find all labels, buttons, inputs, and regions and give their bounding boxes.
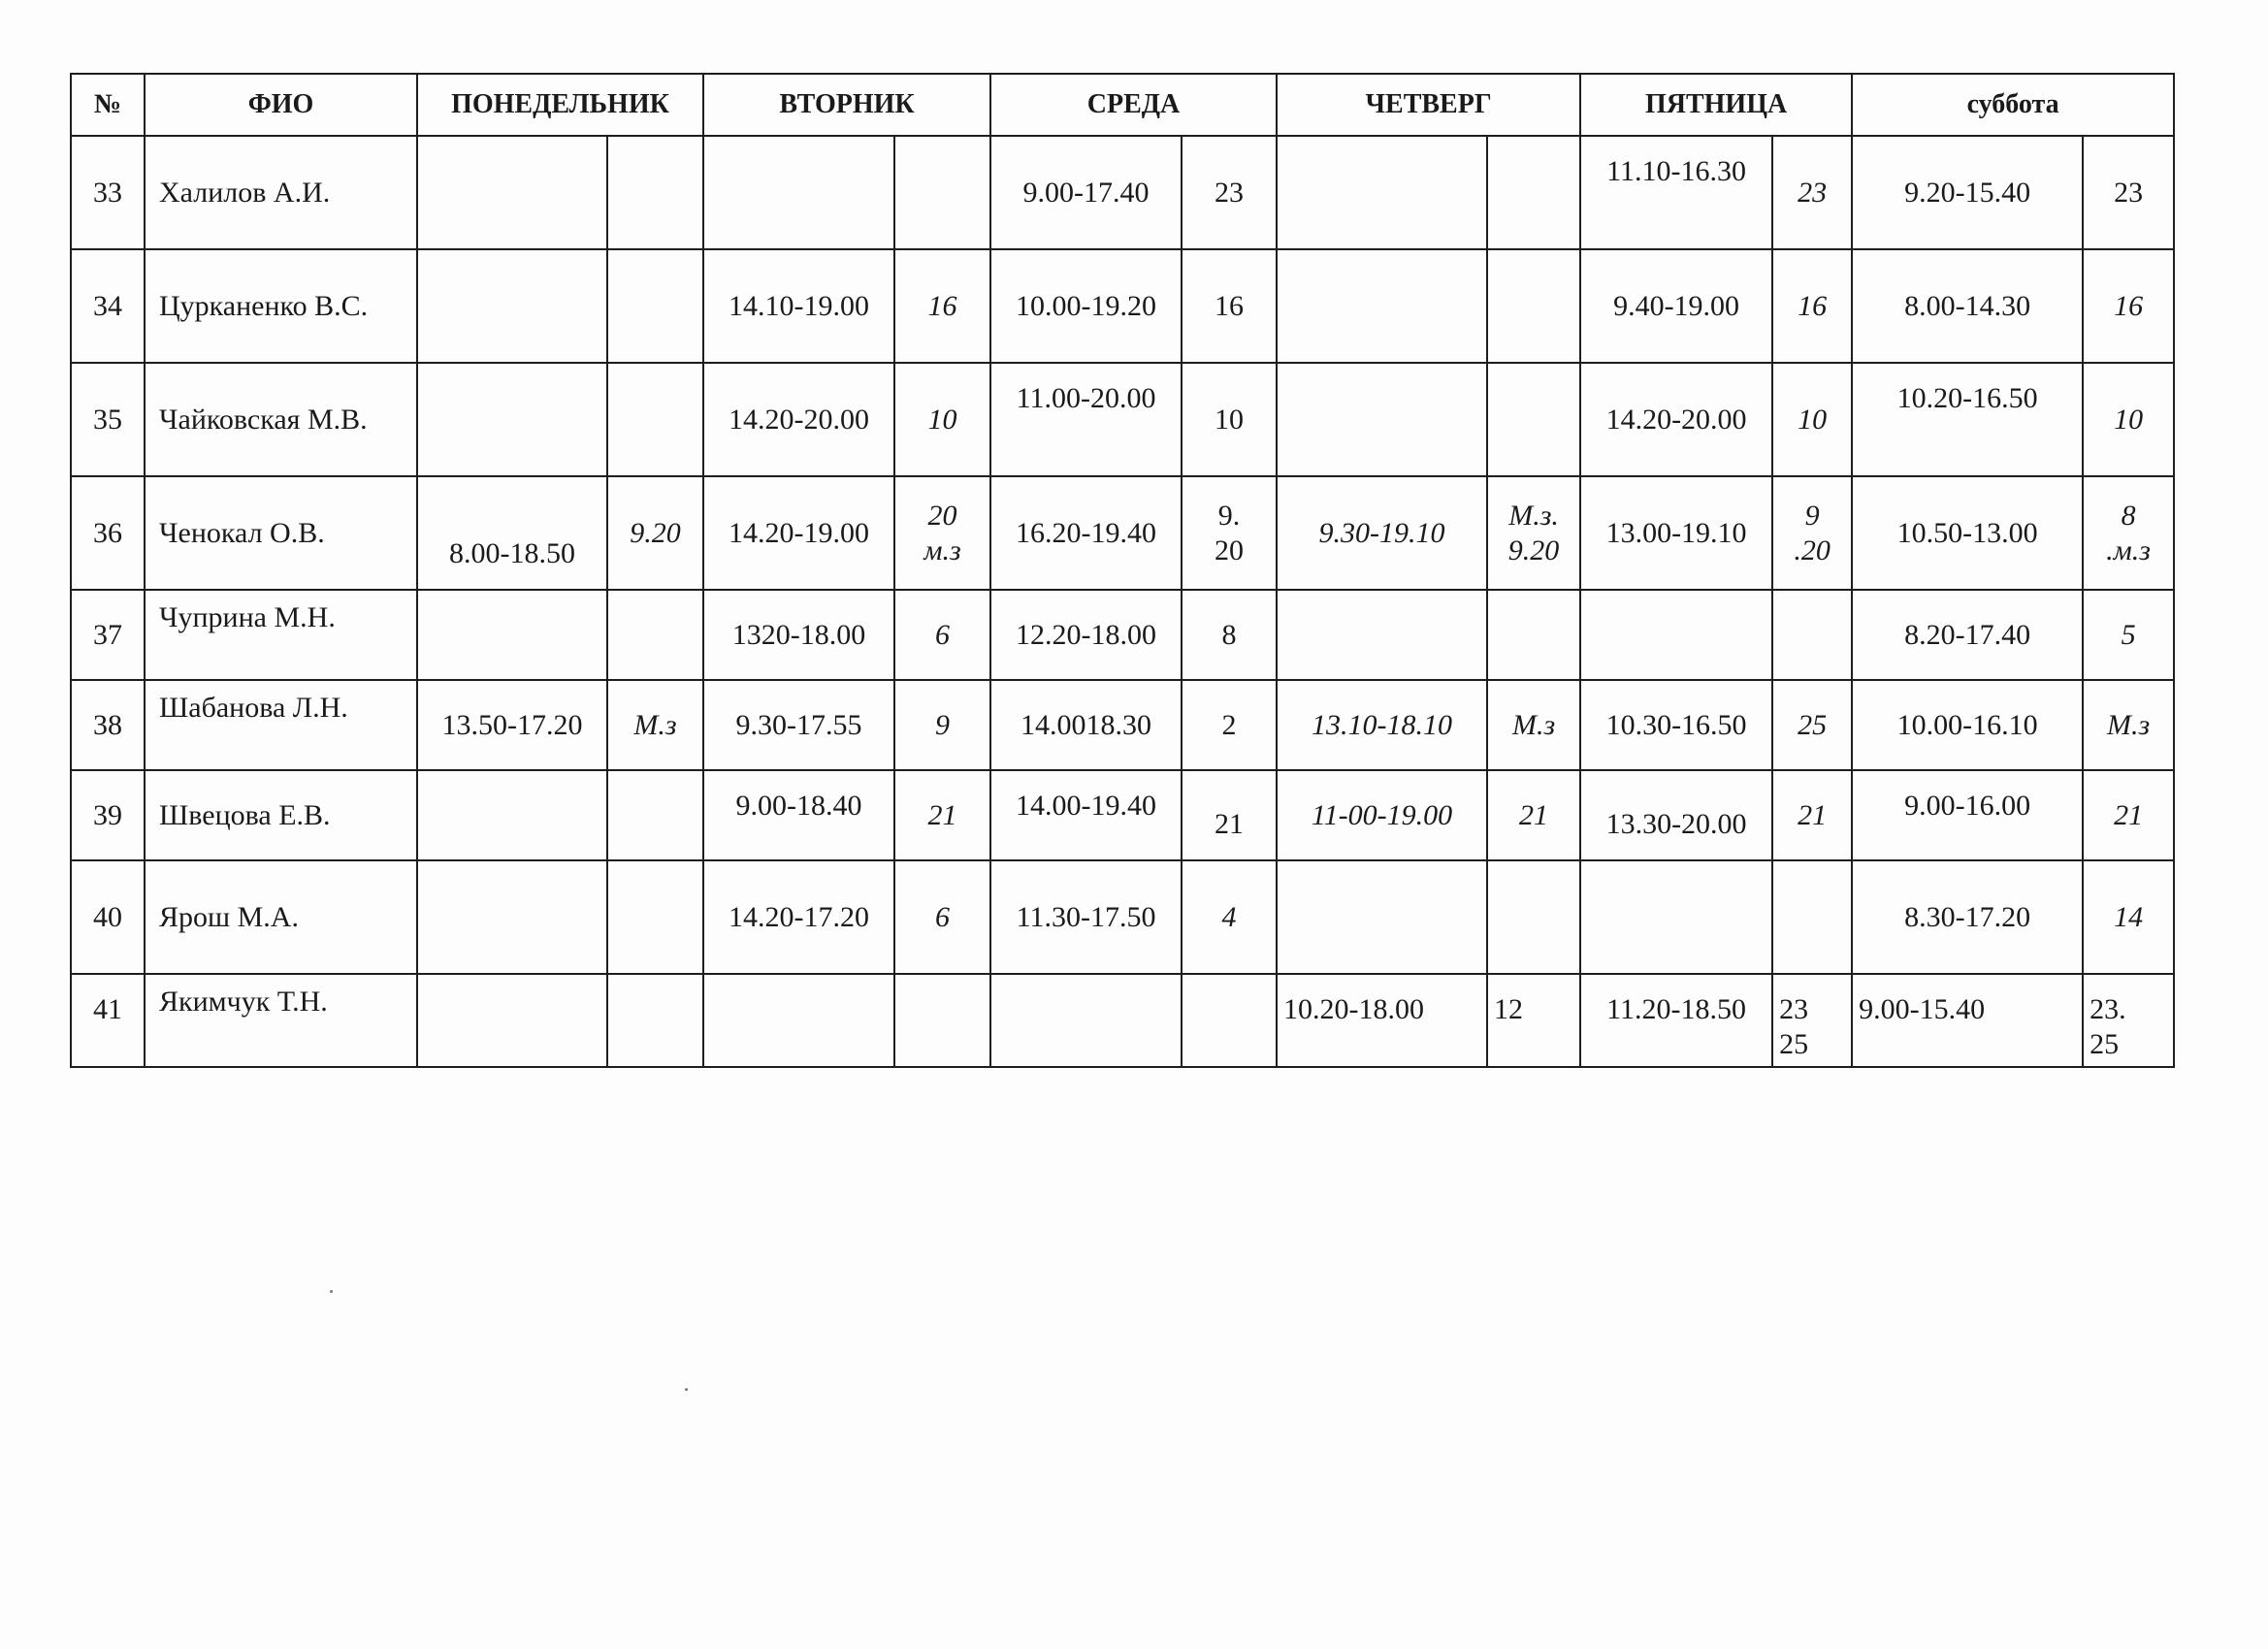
tuesday-room: 16 <box>894 249 990 363</box>
saturday-time: 10.00-16.10 <box>1852 680 2083 770</box>
monday-room <box>607 860 703 974</box>
wednesday-time: 10.00-19.20 <box>990 249 1182 363</box>
friday-time: 10.30-16.50 <box>1580 680 1772 770</box>
tuesday-time <box>703 974 894 1067</box>
monday-time <box>417 974 607 1067</box>
thursday-room <box>1487 363 1580 476</box>
tuesday-room: 6 <box>894 590 990 680</box>
saturday-time: 8.30-17.20 <box>1852 860 2083 974</box>
saturday-room: 5 <box>2083 590 2174 680</box>
monday-room <box>607 249 703 363</box>
wednesday-time: 11.30-17.50 <box>990 860 1182 974</box>
tuesday-time: 14.20-20.00 <box>703 363 894 476</box>
saturday-time: 9.00-16.00 <box>1852 770 2083 860</box>
row-number: 39 <box>71 770 145 860</box>
wednesday-room: 9. 20 <box>1182 476 1277 590</box>
friday-room: 21 <box>1772 770 1852 860</box>
tuesday-time: 14.20-17.20 <box>703 860 894 974</box>
table-row <box>71 680 2174 770</box>
row-number: 37 <box>71 590 145 680</box>
saturday-room: 16 <box>2083 249 2174 363</box>
tuesday-time: 14.20-19.00 <box>703 476 894 590</box>
tuesday-room: 21 <box>894 770 990 860</box>
tuesday-room: 6 <box>894 860 990 974</box>
header-friday: ПЯТНИЦА <box>1580 74 1852 136</box>
thursday-time: 10.20-18.00 <box>1277 974 1487 1067</box>
friday-time <box>1580 860 1772 974</box>
friday-room <box>1772 590 1852 680</box>
wednesday-room: 2 <box>1182 680 1277 770</box>
header-fio: ФИО <box>145 74 417 136</box>
saturday-time: 10.20-16.50 <box>1852 363 2083 476</box>
saturday-room: 8 .м.з <box>2083 476 2174 590</box>
employee-name: Якимчук Т.Н. <box>145 974 417 1067</box>
thursday-time: 13.10-18.10 <box>1277 680 1487 770</box>
saturday-room: 23. 25 <box>2083 974 2174 1067</box>
scan-speck <box>330 1290 333 1293</box>
thursday-time: 11-00-19.00 <box>1277 770 1487 860</box>
thursday-room <box>1487 249 1580 363</box>
row-number: 33 <box>71 136 145 249</box>
employee-name: Ченокал О.В. <box>145 476 417 590</box>
monday-room <box>607 590 703 680</box>
tuesday-time: 9.00-18.40 <box>703 770 894 860</box>
tuesday-time <box>703 136 894 249</box>
table-row <box>71 860 2174 974</box>
friday-time: 11.20-18.50 <box>1580 974 1772 1067</box>
monday-room: М.з <box>607 680 703 770</box>
schedule-table <box>70 73 2175 1068</box>
header-wednesday: СРЕДА <box>990 74 1277 136</box>
row-number: 38 <box>71 680 145 770</box>
monday-room <box>607 974 703 1067</box>
friday-room: 23 25 <box>1772 974 1852 1067</box>
friday-time: 9.40-19.00 <box>1580 249 1772 363</box>
row-number: 40 <box>71 860 145 974</box>
employee-name: Чуприна М.Н. <box>145 590 417 680</box>
wednesday-time: 14.00-19.40 <box>990 770 1182 860</box>
employee-name: Чайковская М.В. <box>145 363 417 476</box>
row-number: 35 <box>71 363 145 476</box>
saturday-time: 9.00-15.40 <box>1852 974 2083 1067</box>
saturday-room: 23 <box>2083 136 2174 249</box>
row-number: 41 <box>71 974 145 1067</box>
header-saturday: суббота <box>1852 74 2174 136</box>
wednesday-room: 8 <box>1182 590 1277 680</box>
monday-time <box>417 363 607 476</box>
monday-time <box>417 770 607 860</box>
wednesday-time: 11.00-20.00 <box>990 363 1182 476</box>
wednesday-room: 4 <box>1182 860 1277 974</box>
thursday-time <box>1277 249 1487 363</box>
saturday-room: 14 <box>2083 860 2174 974</box>
wednesday-time: 14.0018.30 <box>990 680 1182 770</box>
saturday-time: 9.20-15.40 <box>1852 136 2083 249</box>
table-row <box>71 770 2174 860</box>
friday-room: 16 <box>1772 249 1852 363</box>
header-tuesday: ВТОРНИК <box>703 74 990 136</box>
employee-name: Швецова Е.В. <box>145 770 417 860</box>
saturday-time: 8.20-17.40 <box>1852 590 2083 680</box>
table-header-row <box>71 74 2174 136</box>
thursday-room: М.з <box>1487 680 1580 770</box>
friday-time: 13.00-19.10 <box>1580 476 1772 590</box>
monday-time: 13.50-17.20 <box>417 680 607 770</box>
wednesday-room: 23 <box>1182 136 1277 249</box>
monday-room: 9.20 <box>607 476 703 590</box>
wednesday-room: 16 <box>1182 249 1277 363</box>
scan-speck <box>685 1388 688 1391</box>
thursday-room <box>1487 590 1580 680</box>
tuesday-room <box>894 974 990 1067</box>
wednesday-room: 10 <box>1182 363 1277 476</box>
monday-time <box>417 136 607 249</box>
friday-room: 25 <box>1772 680 1852 770</box>
friday-room: 10 <box>1772 363 1852 476</box>
monday-time <box>417 249 607 363</box>
thursday-room: М.з. 9.20 <box>1487 476 1580 590</box>
thursday-time <box>1277 363 1487 476</box>
tuesday-room: 10 <box>894 363 990 476</box>
friday-room: 23 <box>1772 136 1852 249</box>
thursday-time: 9.30-19.10 <box>1277 476 1487 590</box>
saturday-room: 10 <box>2083 363 2174 476</box>
saturday-room: М.з <box>2083 680 2174 770</box>
tuesday-time: 14.10-19.00 <box>703 249 894 363</box>
tuesday-time: 9.30-17.55 <box>703 680 894 770</box>
tuesday-room: 20 м.з <box>894 476 990 590</box>
thursday-room: 12 <box>1487 974 1580 1067</box>
wednesday-room: 21 <box>1182 770 1277 860</box>
monday-room <box>607 363 703 476</box>
friday-time <box>1580 590 1772 680</box>
table-row <box>71 974 2174 1067</box>
wednesday-time: 16.20-19.40 <box>990 476 1182 590</box>
table-row <box>71 590 2174 680</box>
thursday-time <box>1277 136 1487 249</box>
table-row <box>71 136 2174 249</box>
thursday-room <box>1487 860 1580 974</box>
friday-time: 11.10-16.30 <box>1580 136 1772 249</box>
header-thursday: ЧЕТВЕРГ <box>1277 74 1580 136</box>
employee-name: Ярош М.А. <box>145 860 417 974</box>
header-monday: ПОНЕДЕЛЬНИК <box>417 74 703 136</box>
friday-room: 9 .20 <box>1772 476 1852 590</box>
tuesday-time: 1320-18.00 <box>703 590 894 680</box>
row-number: 34 <box>71 249 145 363</box>
thursday-time <box>1277 860 1487 974</box>
header-num: № <box>71 74 145 136</box>
thursday-room: 21 <box>1487 770 1580 860</box>
monday-room <box>607 136 703 249</box>
wednesday-time: 9.00-17.40 <box>990 136 1182 249</box>
thursday-time <box>1277 590 1487 680</box>
saturday-time: 8.00-14.30 <box>1852 249 2083 363</box>
employee-name: Цурканенко В.С. <box>145 249 417 363</box>
monday-time <box>417 590 607 680</box>
table-row <box>71 249 2174 363</box>
employee-name: Шабанова Л.Н. <box>145 680 417 770</box>
row-number: 36 <box>71 476 145 590</box>
monday-time: 8.00-18.50 <box>417 476 607 590</box>
employee-name: Халилов А.И. <box>145 136 417 249</box>
tuesday-room <box>894 136 990 249</box>
wednesday-room <box>1182 974 1277 1067</box>
table-row <box>71 476 2174 590</box>
saturday-room: 21 <box>2083 770 2174 860</box>
thursday-room <box>1487 136 1580 249</box>
table-row <box>71 363 2174 476</box>
monday-time <box>417 860 607 974</box>
tuesday-room: 9 <box>894 680 990 770</box>
friday-time: 13.30-20.00 <box>1580 770 1772 860</box>
friday-time: 14.20-20.00 <box>1580 363 1772 476</box>
friday-room <box>1772 860 1852 974</box>
monday-room <box>607 770 703 860</box>
wednesday-time: 12.20-18.00 <box>990 590 1182 680</box>
saturday-time: 10.50-13.00 <box>1852 476 2083 590</box>
wednesday-time <box>990 974 1182 1067</box>
